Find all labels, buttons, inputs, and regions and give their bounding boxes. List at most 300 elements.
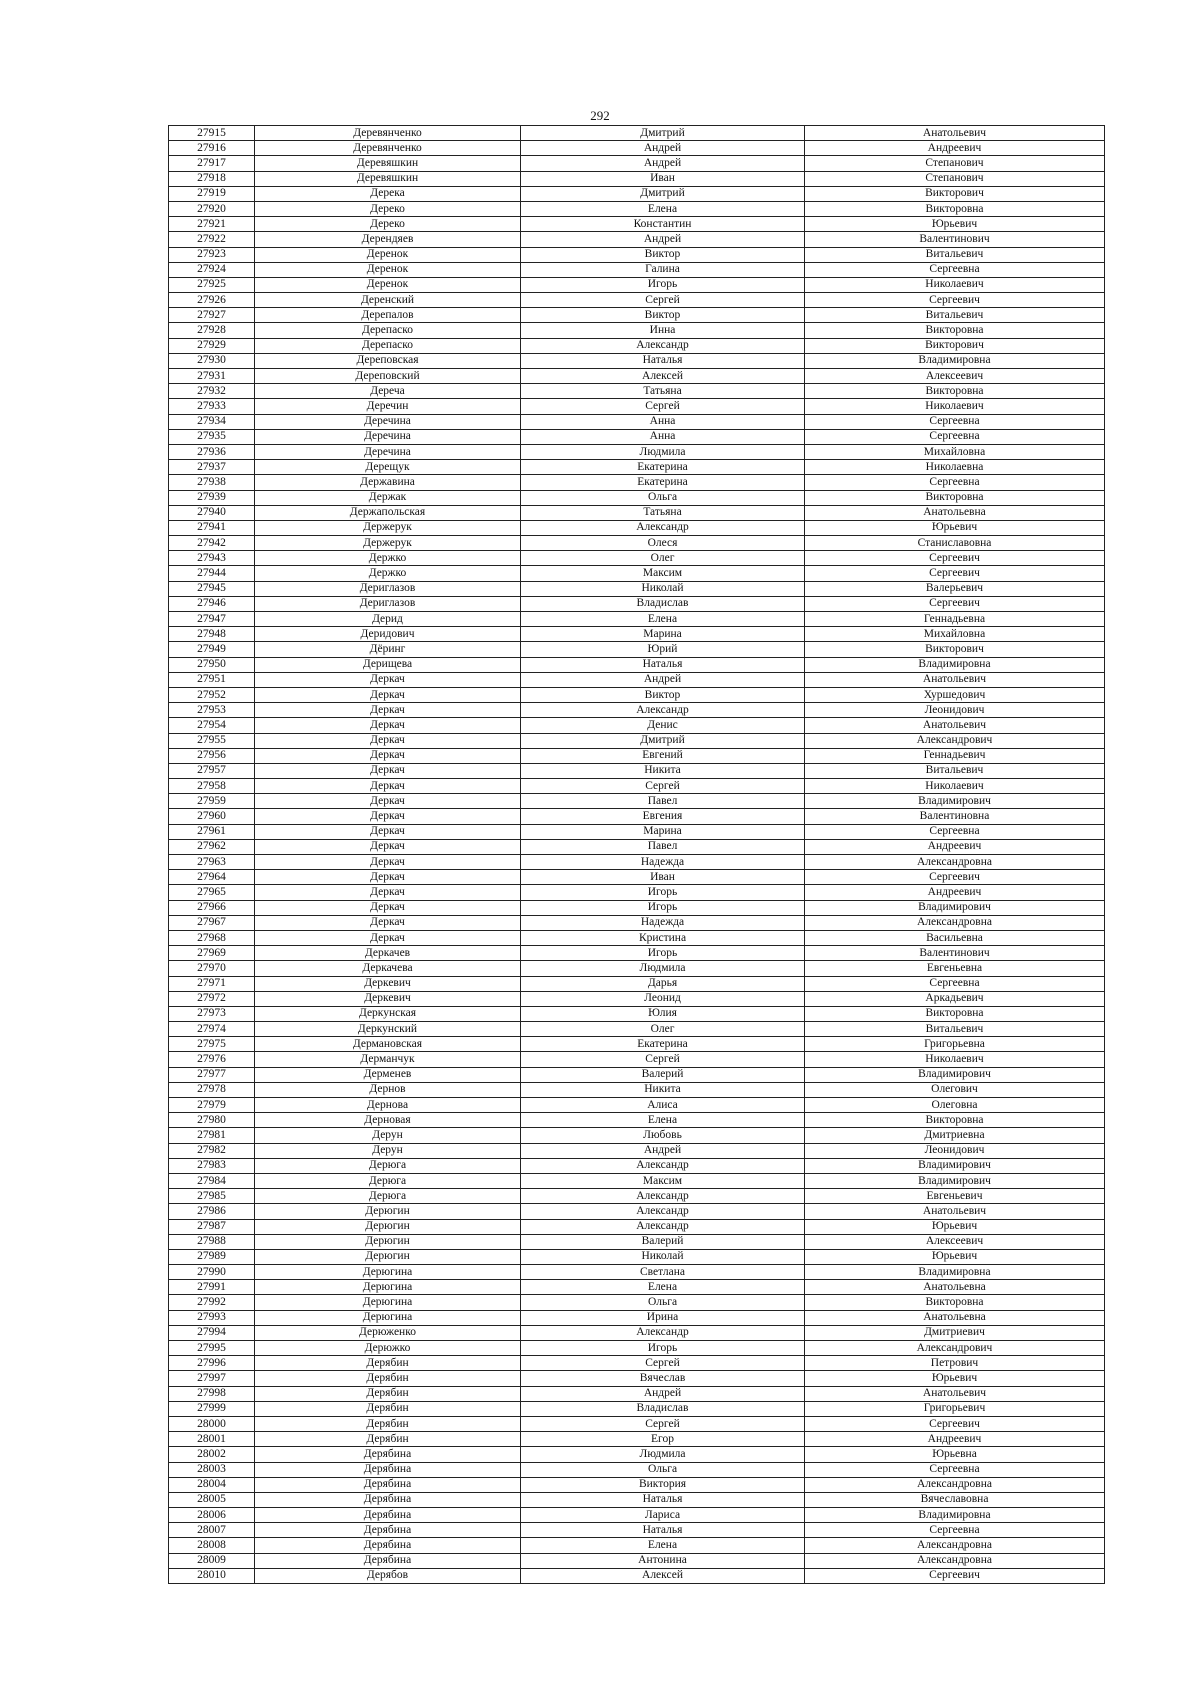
last-name: Дериглазов [255,596,521,611]
first-name: Виктор [521,247,805,262]
last-name: Дереко [255,217,521,232]
patronymic: Викторовна [805,201,1105,216]
last-name: Дерябина [255,1477,521,1492]
row-number: 27938 [169,475,255,490]
patronymic: Викторовна [805,1006,1105,1021]
first-name: Максим [521,566,805,581]
first-name: Андрей [521,672,805,687]
last-name: Дерун [255,1128,521,1143]
first-name: Лариса [521,1508,805,1523]
last-name: Деркач [255,779,521,794]
patronymic: Степанович [805,171,1105,186]
last-name: Дерюженко [255,1325,521,1340]
row-number: 28000 [169,1416,255,1431]
last-name: Дерябина [255,1508,521,1523]
last-name: Дерюга [255,1189,521,1204]
row-number: 27981 [169,1128,255,1143]
last-name: Дернова [255,1098,521,1113]
patronymic: Викторовна [805,323,1105,338]
table-row [169,1477,1105,1492]
last-name: Дерябина [255,1553,521,1568]
table-row [169,1173,1105,1188]
patronymic: Леонидович [805,703,1105,718]
last-name: Держко [255,551,521,566]
last-name: Деркач [255,930,521,945]
last-name: Деркунская [255,1006,521,1021]
table-row [169,1325,1105,1340]
row-number: 27991 [169,1280,255,1295]
patronymic: Владимирович [805,794,1105,809]
last-name: Дереча [255,384,521,399]
row-number: 27919 [169,186,255,201]
patronymic: Юрьевич [805,217,1105,232]
table-row [169,581,1105,596]
table-row [169,323,1105,338]
last-name: Дерека [255,186,521,201]
last-name: Деркач [255,870,521,885]
patronymic: Владимировна [805,1508,1105,1523]
last-name: Деркач [255,687,521,702]
first-name: Алиса [521,1098,805,1113]
table-row [169,1523,1105,1538]
row-number: 27943 [169,551,255,566]
last-name: Деревянченко [255,126,521,141]
last-name: Деркач [255,839,521,854]
first-name: Олеся [521,536,805,551]
last-name: Дерюгин [255,1204,521,1219]
patronymic: Алексеевич [805,369,1105,384]
table-row [169,703,1105,718]
patronymic: Владимировна [805,353,1105,368]
patronymic: Александровна [805,1477,1105,1492]
first-name: Виктор [521,687,805,702]
last-name: Деркунский [255,1022,521,1037]
first-name: Алексей [521,1568,805,1583]
table-row [169,1067,1105,1082]
first-name: Людмила [521,444,805,459]
patronymic: Александровна [805,915,1105,930]
patronymic: Сергеевна [805,262,1105,277]
first-name: Марина [521,627,805,642]
last-name: Дерябин [255,1356,521,1371]
patronymic: Александровна [805,1553,1105,1568]
first-name: Екатерина [521,1037,805,1052]
table-row [169,384,1105,399]
first-name: Валерий [521,1067,805,1082]
last-name: Державина [255,475,521,490]
row-number: 27928 [169,323,255,338]
table-row [169,1098,1105,1113]
row-number: 27997 [169,1371,255,1386]
table-row [169,1508,1105,1523]
table-row [169,900,1105,915]
first-name: Ольга [521,490,805,505]
last-name: Дерябин [255,1432,521,1447]
patronymic: Аркадьевич [805,991,1105,1006]
first-name: Николай [521,1249,805,1264]
patronymic: Николаевич [805,277,1105,292]
patronymic: Викторовна [805,384,1105,399]
last-name: Дереповская [255,353,521,368]
first-name: Андрей [521,141,805,156]
first-name: Дарья [521,976,805,991]
patronymic: Николаевич [805,779,1105,794]
table-row [169,1341,1105,1356]
patronymic: Викторович [805,338,1105,353]
row-number: 27942 [169,536,255,551]
table-row [169,369,1105,384]
last-name: Дернов [255,1082,521,1097]
row-number: 27936 [169,444,255,459]
patronymic: Владимировна [805,1265,1105,1280]
last-name: Держак [255,490,521,505]
first-name: Юлия [521,1006,805,1021]
row-number: 28005 [169,1492,255,1507]
table-row [169,809,1105,824]
last-name: Деркач [255,900,521,915]
first-name: Сергей [521,1356,805,1371]
row-number: 27968 [169,930,255,945]
patronymic: Дмитриевич [805,1325,1105,1340]
first-name: Сергей [521,293,805,308]
row-number: 27990 [169,1265,255,1280]
row-number: 27925 [169,277,255,292]
table-row [169,126,1105,141]
first-name: Олег [521,1022,805,1037]
last-name: Дерещук [255,460,521,475]
first-name: Александр [521,1189,805,1204]
last-name: Дерменев [255,1067,521,1082]
table-row [169,763,1105,778]
patronymic: Геннадьевна [805,612,1105,627]
first-name: Татьяна [521,505,805,520]
row-number: 28001 [169,1432,255,1447]
patronymic: Евгеньевна [805,961,1105,976]
patronymic: Юрьевич [805,1219,1105,1234]
row-number: 27933 [169,399,255,414]
table-row [169,824,1105,839]
table-row [169,1219,1105,1234]
table-row [169,217,1105,232]
row-number: 27959 [169,794,255,809]
row-number: 27960 [169,809,255,824]
patronymic: Анатольевич [805,1386,1105,1401]
first-name: Олег [521,551,805,566]
first-name: Вячеслав [521,1371,805,1386]
last-name: Дерюга [255,1173,521,1188]
patronymic: Александровна [805,855,1105,870]
first-name: Сергей [521,1052,805,1067]
last-name: Дерепалов [255,308,521,323]
last-name: Дерюгина [255,1295,521,1310]
first-name: Владислав [521,1401,805,1416]
patronymic: Сергеевич [805,596,1105,611]
row-number: 27929 [169,338,255,353]
table-row [169,1037,1105,1052]
table-row [169,961,1105,976]
last-name: Деркач [255,763,521,778]
patronymic: Валентинович [805,946,1105,961]
last-name: Дереко [255,201,521,216]
last-name: Деркач [255,915,521,930]
patronymic: Михайловна [805,444,1105,459]
table-row [169,429,1105,444]
row-number: 27923 [169,247,255,262]
first-name: Александр [521,520,805,535]
first-name: Ирина [521,1310,805,1325]
row-number: 27985 [169,1189,255,1204]
row-number: 27917 [169,156,255,171]
patronymic: Васильевна [805,930,1105,945]
table-row [169,308,1105,323]
last-name: Деречина [255,414,521,429]
first-name: Елена [521,1113,805,1128]
first-name: Кристина [521,930,805,945]
first-name: Екатерина [521,475,805,490]
table-row [169,566,1105,581]
last-name: Дерманчук [255,1052,521,1067]
table-row [169,353,1105,368]
first-name: Александр [521,1158,805,1173]
last-name: Деркевич [255,991,521,1006]
last-name: Дерябин [255,1386,521,1401]
last-name: Деркач [255,809,521,824]
row-number: 27918 [169,171,255,186]
last-name: Деркач [255,718,521,733]
patronymic: Владимирович [805,900,1105,915]
first-name: Елена [521,1538,805,1553]
table-row [169,475,1105,490]
row-number: 27946 [169,596,255,611]
row-number: 27922 [169,232,255,247]
row-number: 27931 [169,369,255,384]
last-name: Дерюгин [255,1234,521,1249]
patronymic: Николаевна [805,460,1105,475]
table-row [169,1310,1105,1325]
patronymic: Сергеевич [805,1568,1105,1583]
patronymic: Андреевич [805,885,1105,900]
last-name: Деркач [255,794,521,809]
first-name: Иван [521,870,805,885]
table-row [169,1401,1105,1416]
row-number: 27955 [169,733,255,748]
last-name: Дерепаско [255,323,521,338]
patronymic: Владимирович [805,1158,1105,1173]
row-number: 27952 [169,687,255,702]
row-number: 27915 [169,126,255,141]
table-row [169,1280,1105,1295]
patronymic: Владимирович [805,1173,1105,1188]
last-name: Дерендяев [255,232,521,247]
last-name: Деречина [255,444,521,459]
table-row [169,1416,1105,1431]
patronymic: Хуршедович [805,687,1105,702]
patronymic: Олегович [805,1082,1105,1097]
first-name: Валерий [521,1234,805,1249]
first-name: Андрей [521,232,805,247]
table-row [169,536,1105,551]
last-name: Держапольская [255,505,521,520]
patronymic: Сергеевич [805,551,1105,566]
roster-body [169,126,1105,1584]
patronymic: Андреевич [805,1432,1105,1447]
first-name: Игорь [521,900,805,915]
patronymic: Сергеевна [805,1523,1105,1538]
first-name: Сергей [521,779,805,794]
patronymic: Григорьевич [805,1401,1105,1416]
first-name: Сергей [521,1416,805,1431]
first-name: Иван [521,171,805,186]
last-name: Деркач [255,824,521,839]
patronymic: Юрьевич [805,1371,1105,1386]
row-number: 27950 [169,657,255,672]
table-row [169,946,1105,961]
last-name: Дерябина [255,1462,521,1477]
patronymic: Сергеевна [805,976,1105,991]
last-name: Дерепаско [255,338,521,353]
last-name: Деркачева [255,961,521,976]
first-name: Виктория [521,1477,805,1492]
patronymic: Александровна [805,1538,1105,1553]
row-number: 27932 [169,384,255,399]
row-number: 27970 [169,961,255,976]
table-row [169,657,1105,672]
row-number: 27947 [169,612,255,627]
first-name: Андрей [521,1143,805,1158]
table-row [169,293,1105,308]
first-name: Владислав [521,596,805,611]
row-number: 27994 [169,1325,255,1340]
patronymic: Сергеевна [805,1462,1105,1477]
last-name: Деридович [255,627,521,642]
last-name: Дерюгина [255,1265,521,1280]
row-number: 28003 [169,1462,255,1477]
patronymic: Сергеевна [805,824,1105,839]
patronymic: Сергеевич [805,870,1105,885]
first-name: Елена [521,612,805,627]
patronymic: Дмитриевна [805,1128,1105,1143]
last-name: Деревянченко [255,141,521,156]
table-row [169,262,1105,277]
table-row [169,1295,1105,1310]
patronymic: Сергеевич [805,566,1105,581]
patronymic: Валентиновна [805,809,1105,824]
table-row [169,414,1105,429]
table-row [169,991,1105,1006]
patronymic: Андреевич [805,839,1105,854]
table-row [169,1447,1105,1462]
patronymic: Анатольевич [805,126,1105,141]
first-name: Инна [521,323,805,338]
last-name: Деревяшкин [255,171,521,186]
first-name: Андрей [521,1386,805,1401]
patronymic: Вячеславовна [805,1492,1105,1507]
patronymic: Евгеньевич [805,1189,1105,1204]
table-row [169,1492,1105,1507]
first-name: Александр [521,703,805,718]
row-number: 27973 [169,1006,255,1021]
row-number: 27954 [169,718,255,733]
row-number: 27956 [169,748,255,763]
row-number: 27966 [169,900,255,915]
row-number: 28002 [169,1447,255,1462]
first-name: Николай [521,581,805,596]
first-name: Наталья [521,1492,805,1507]
first-name: Ольга [521,1462,805,1477]
row-number: 27962 [169,839,255,854]
patronymic: Сергеевич [805,293,1105,308]
table-row [169,885,1105,900]
row-number: 27916 [169,141,255,156]
row-number: 27987 [169,1219,255,1234]
patronymic: Степанович [805,156,1105,171]
patronymic: Викторовна [805,1295,1105,1310]
last-name: Деркач [255,885,521,900]
patronymic: Сергеевич [805,1416,1105,1431]
row-number: 27998 [169,1386,255,1401]
patronymic: Владимирович [805,1067,1105,1082]
last-name: Держерук [255,520,521,535]
table-row [169,490,1105,505]
table-row [169,870,1105,885]
last-name: Держерук [255,536,521,551]
row-number: 27921 [169,217,255,232]
table-row [169,627,1105,642]
table-row [169,1006,1105,1021]
table-row [169,1568,1105,1583]
row-number: 27934 [169,414,255,429]
row-number: 27992 [169,1295,255,1310]
last-name: Дерябина [255,1492,521,1507]
patronymic: Викторовна [805,490,1105,505]
first-name: Сергей [521,399,805,414]
row-number: 27986 [169,1204,255,1219]
last-name: Деркач [255,855,521,870]
page-number: 292 [590,108,610,123]
first-name: Игорь [521,277,805,292]
row-number: 27941 [169,520,255,535]
table-row [169,748,1105,763]
patronymic: Алексеевич [805,1234,1105,1249]
patronymic: Геннадьевич [805,748,1105,763]
first-name: Юрий [521,642,805,657]
last-name: Деркач [255,748,521,763]
first-name: Надежда [521,915,805,930]
first-name: Галина [521,262,805,277]
table-row [169,1113,1105,1128]
table-row [169,156,1105,171]
first-name: Павел [521,839,805,854]
patronymic: Александрович [805,1341,1105,1356]
first-name: Александр [521,1219,805,1234]
row-number: 27926 [169,293,255,308]
table-row [169,1189,1105,1204]
first-name: Евгений [521,748,805,763]
first-name: Анна [521,429,805,444]
first-name: Константин [521,217,805,232]
first-name: Светлана [521,1265,805,1280]
last-name: Деречина [255,429,521,444]
last-name: Деренок [255,277,521,292]
row-number: 27972 [169,991,255,1006]
row-number: 27930 [169,353,255,368]
last-name: Дериглазов [255,581,521,596]
last-name: Дерябина [255,1538,521,1553]
row-number: 28009 [169,1553,255,1568]
first-name: Екатерина [521,460,805,475]
patronymic: Петрович [805,1356,1105,1371]
first-name: Егор [521,1432,805,1447]
